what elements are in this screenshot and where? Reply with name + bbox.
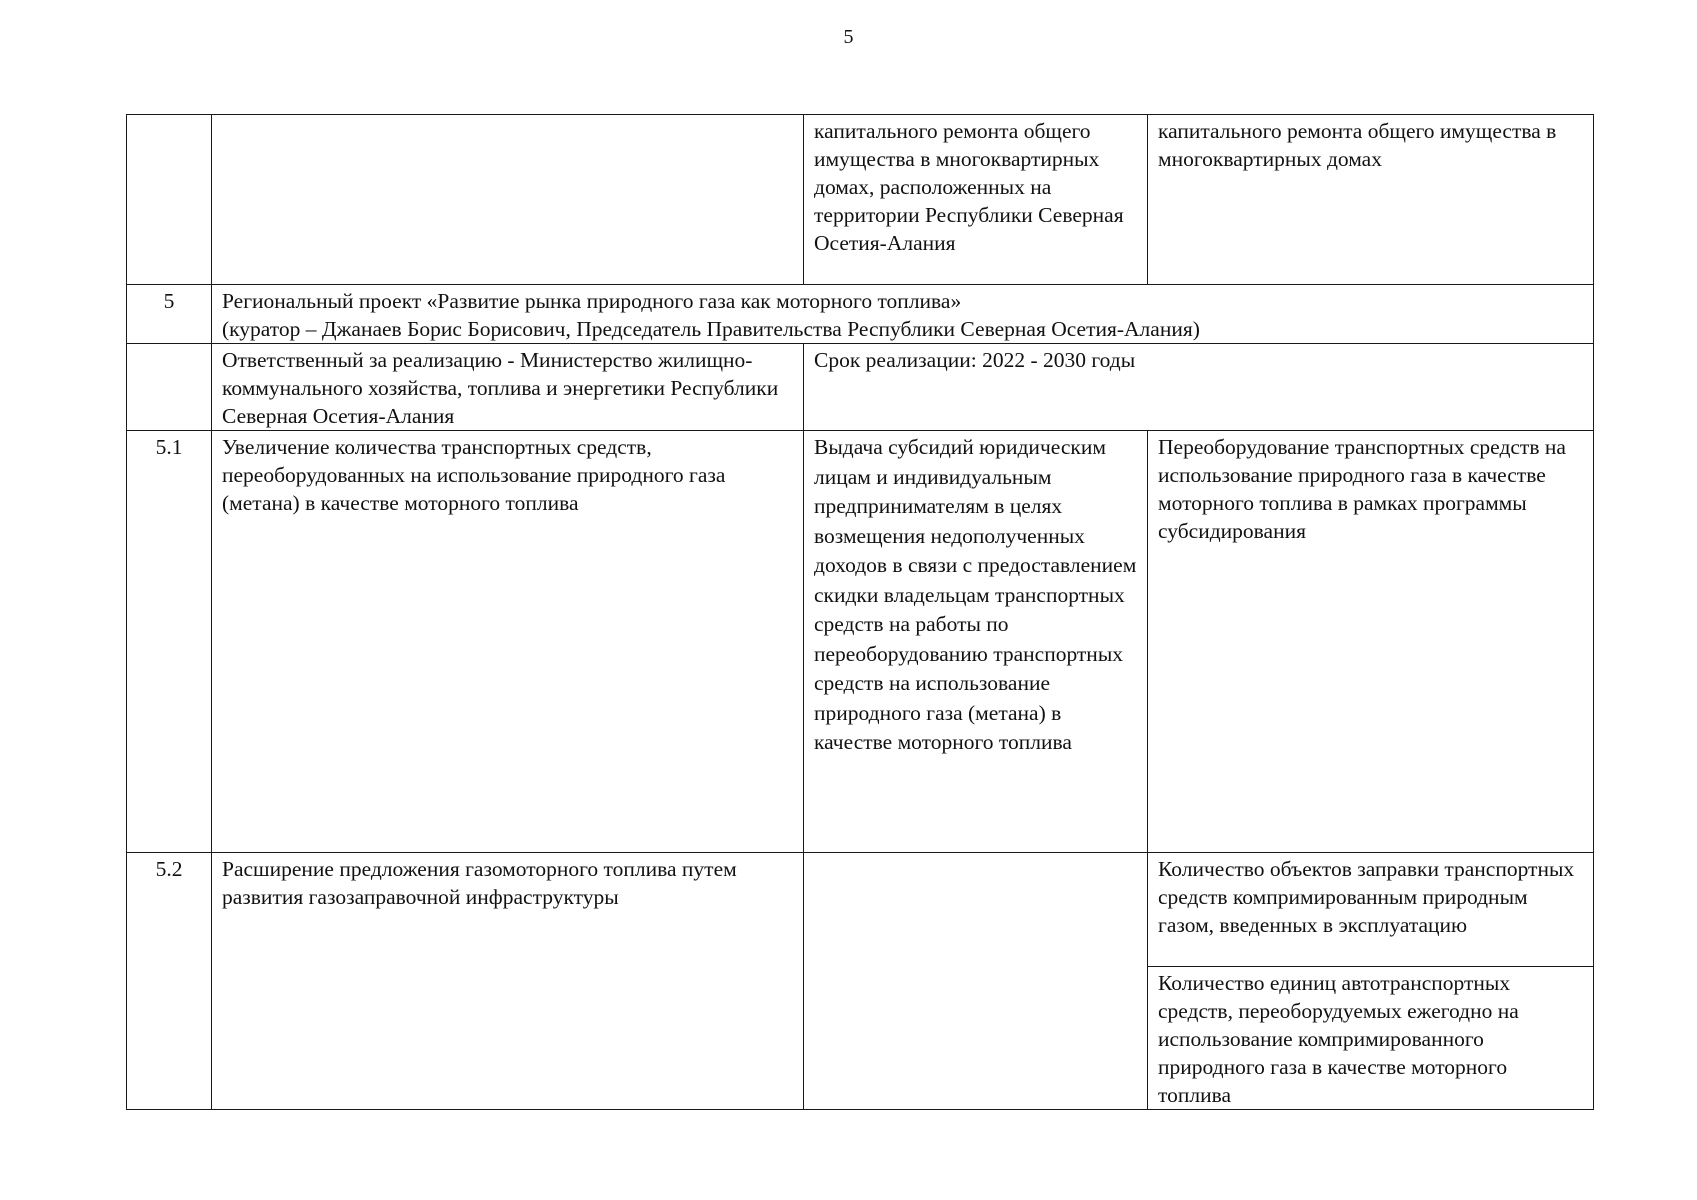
project-number: 5: [127, 285, 212, 344]
task-description: Расширение предложения газомоторного топлива путем развития газозаправочной инфраструктуры: [212, 853, 804, 1110]
table-row-continuation: [127, 115, 1594, 285]
table-row-5-1: [127, 431, 1594, 853]
cell-empty-num: [127, 115, 212, 285]
program-table: [126, 114, 1594, 1110]
indicator-description: Количество объектов заправки транспортных средств компримированным природным газом, введенных в эксплуатацию: [1148, 853, 1594, 967]
cell-empty-num: [127, 344, 212, 431]
project-title: Региональный проект «Развитие рынка природного газа как моторного топлива»: [222, 289, 962, 313]
measure-description: [804, 853, 1148, 1110]
cell-continuation-measure: капитального ремонта общего имущества в многоквартирных домах, расположенных на территории Республики Северная Осетия-Алания: [804, 115, 1148, 285]
project-curator: (куратор – Джанаев Борис Борисович, Председатель Правительства Республики Северная Осетия-Алания): [222, 317, 1200, 341]
project-title-cell: [212, 285, 1594, 344]
table-row-project: [127, 285, 1594, 344]
table-row-responsible: [127, 344, 1594, 431]
task-description: Увеличение количества транспортных средств, переоборудованных на использование природного газа (метана) в качестве моторного топлива: [212, 431, 804, 853]
table-row-5-2a: [127, 853, 1594, 967]
task-number: 5.2: [127, 853, 212, 1110]
page-number: 5: [843, 26, 854, 48]
responsible-cell: Ответственный за реализацию - Министерство жилищно-коммунального хозяйства, топлива и энергетики Республики Северная Осетия-Алания: [212, 344, 804, 431]
task-number: 5.1: [127, 431, 212, 853]
cell-continuation-indicator: капитального ремонта общего имущества в многоквартирных домах: [1148, 115, 1594, 285]
cell-empty-task: [212, 115, 804, 285]
measure-description: Выдача субсидий юридическим лицам и индивидуальным предпринимателям в целях возмещения недополученных доходов в связи с предоставлением скидки владельцам транспортных средств на работы по переоборудованию транспортных средств на использование природного газа (метана) в качестве моторного топлива: [804, 431, 1148, 853]
term-cell: Срок реализации: 2022 - 2030 годы: [804, 344, 1594, 431]
indicator-description: Количество единиц автотранспортных средств, переоборудуемых ежегодно на использование компримированного природного газа в качестве моторного топлива: [1148, 967, 1594, 1110]
indicator-description: Переоборудование транспортных средств на использование природного газа в качестве моторного топлива в рамках программы субсидирования: [1148, 431, 1594, 853]
